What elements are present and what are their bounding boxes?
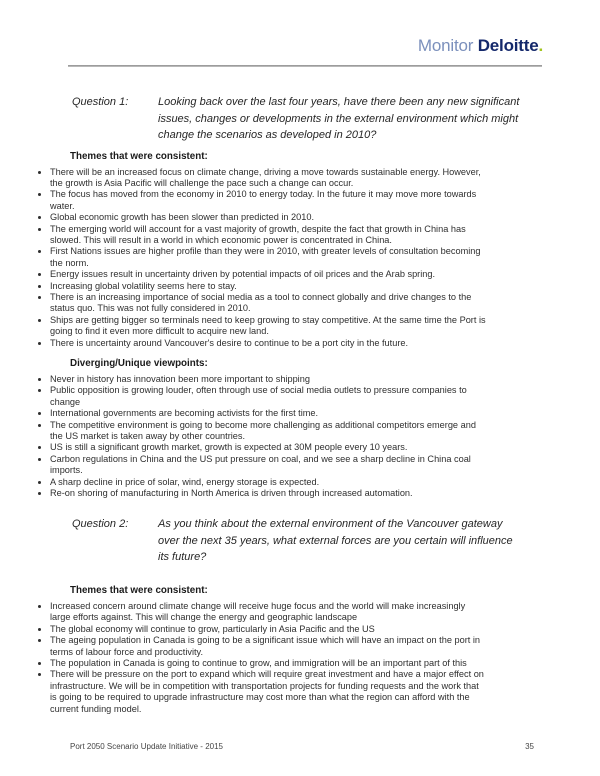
bullet-item: • Increasing global volatility seems here to stay. xyxy=(50,281,486,292)
bullet-item: • Energy issues result in uncertainty driven by potential impacts of oil prices and the Arab spring. xyxy=(50,269,486,280)
q2-consistent-list xyxy=(0,601,600,715)
bullet-item: • The competitive environment is going to become more challenging as additional competitors emerge and the US market is taken away by other countries. xyxy=(50,420,486,443)
question-1-text xyxy=(158,94,519,144)
question-line: Looking back over the last four years, have there been any new significant xyxy=(158,96,520,108)
question-2 xyxy=(72,516,540,566)
bullet-item: • Increased concern around climate change will receive huge focus and the world will make increasingly large efforts against. This will change the energy and geographic landscape xyxy=(50,601,486,624)
bullet-item: • Carbon regulations in China and the US put pressure on coal, and we see a sharp decline in China coal imports. xyxy=(50,454,486,477)
logo-monitor-text: Monitor xyxy=(417,36,474,55)
question-2-text xyxy=(158,516,513,566)
bullet-item: • International governments are becoming activists for the first time. xyxy=(50,408,486,419)
bullet-item: • A sharp decline in price of solar, wind, energy storage is expected. xyxy=(50,477,486,488)
question-2-label: Question 2: xyxy=(72,518,129,531)
footer-page-number: 35 xyxy=(525,742,534,751)
page-header xyxy=(0,0,600,56)
bullet-item: • The emerging world will account for a vast majority of growth, despite the fact that growth in China has slowed. This will result in a world in which economic power is concentrated in China. xyxy=(50,224,486,247)
question-line: issues, changes or developments in the external environment which might xyxy=(158,112,519,125)
bullet-item: • The focus has moved from the economy in 2010 to energy today. In the future it may move more towards water. xyxy=(50,189,486,212)
bullet-item: • Ships are getting bigger so terminals need to keep growing to stay competitive. At the same time the Port is going to find it even more difficult to acquire new land. xyxy=(50,315,486,338)
question-line: change the scenarios as developed in 2010? xyxy=(158,129,377,141)
bullet-item: • First Nations issues are higher profile than they were in 2010, with greater levels of consultation becoming the norm. xyxy=(50,246,486,269)
logo-green-dot: . xyxy=(538,36,543,55)
q1-consistent-heading: Themes that were consistent: xyxy=(70,150,208,162)
header-divider-line xyxy=(68,65,542,67)
q1-diverging-list xyxy=(0,374,600,499)
q1-consistent-list xyxy=(0,167,600,350)
q1-diverging-heading: Diverging/Unique viewpoints: xyxy=(70,358,208,369)
bullet-item: • There is an increasing importance of social media as a tool to connect globally and drive changes to the status quo. This was not fully considered in 2010. xyxy=(50,292,486,315)
bullet-item: • There will be an increased focus on climate change, driving a move towards sustainable energy. However, the growth is Asia Pacific will challenge the pace such a change can occur. xyxy=(50,167,486,190)
q2-consistent-heading: Themes that were consistent: xyxy=(70,584,208,596)
question-1 xyxy=(72,94,540,144)
bullet-item: • The population in Canada is going to continue to grow, and immigration will be an important part of this xyxy=(50,658,486,669)
bullet-item: • Never in history has innovation been more important to shipping xyxy=(50,374,486,385)
monitor-deloitte-logo xyxy=(418,36,543,55)
bullet-item: • Re-on shoring of manufacturing in North America is driven through increased automation. xyxy=(50,488,486,499)
bullet-item: • Global economic growth has been slower than predicted in 2010. xyxy=(50,212,486,223)
logo-deloitte-text: Deloitte xyxy=(477,36,539,55)
question-line: over the next 35 years, what external forces are you certain will influence xyxy=(158,534,513,547)
question-1-label: Question 1: xyxy=(72,96,129,108)
page-footer xyxy=(70,742,534,751)
footer-title: Port 2050 Scenario Update Initiative - 2015 xyxy=(70,742,223,751)
bullet-item: • The ageing population in Canada is going to be a significant issue which will have an impact on the port in terms of labour force and productivity. xyxy=(50,635,486,658)
bullet-item: • There is uncertainty around Vancouver's desire to continue to be a port city in the future. xyxy=(50,338,486,349)
bullet-item: • There will be pressure on the port to expand which will require great investment and have a major effect on infrastructure. We will be in competition with transportation projects for funding requests and the work that is going to be required to upgrade infrastructure may cost more than what the region can afford with the current funding model. xyxy=(50,669,486,715)
question-line: As you think about the external environment of the Vancouver gateway xyxy=(158,518,503,531)
question-line: its future? xyxy=(158,551,207,564)
bullet-item: • Public opposition is growing louder, often through use of social media outlets to pressure companies to change xyxy=(50,385,486,408)
bullet-item: • The global economy will continue to grow, particularly in Asia Pacific and the US xyxy=(50,624,486,635)
bullet-item: • US is still a significant growth market, growth is expected at 30M people every 10 years. xyxy=(50,442,486,453)
